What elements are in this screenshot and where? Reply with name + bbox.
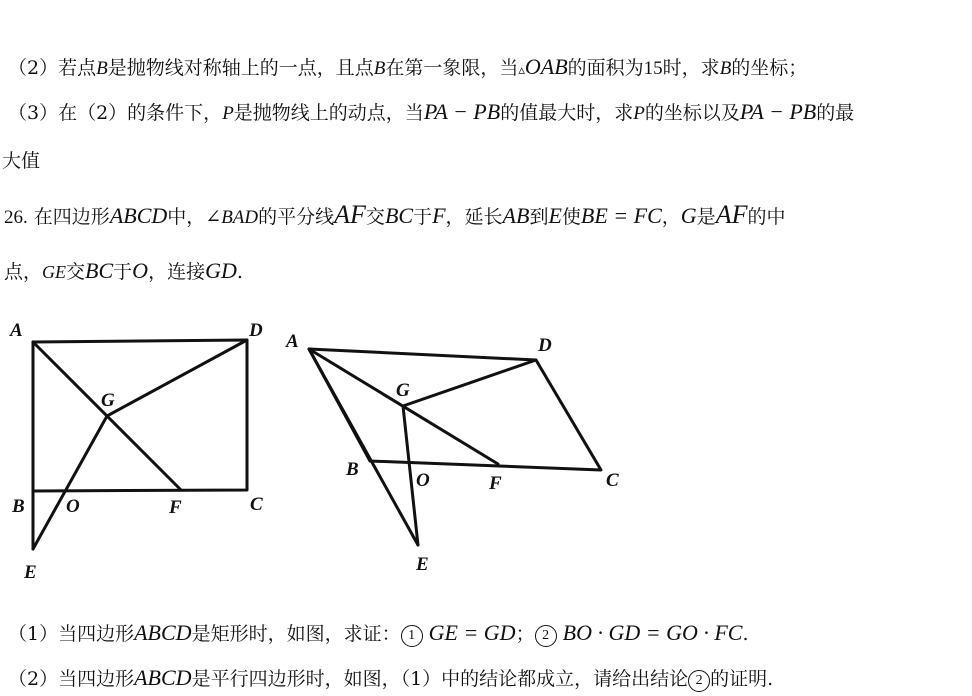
math-var: B <box>96 58 108 79</box>
math-var: BC <box>85 258 114 283</box>
math-var: F <box>432 203 446 228</box>
segment-ge <box>33 416 107 549</box>
label-f: F <box>489 473 502 494</box>
label-e: E <box>416 554 429 575</box>
math-var: GE <box>42 262 67 282</box>
math-var: ABCD <box>134 620 192 645</box>
label-b: B <box>12 496 25 517</box>
math-expr: BO · GD = GO · FC <box>562 620 743 645</box>
q26-sub1: （1）当四边形ABCD是矩形时，如图，求证： 1 GE = GD； 2 BO · GD = GO · FC. <box>8 620 749 645</box>
q25-part2: （2）若点B是抛物线对称轴上的一点，且点B在第一象限，当▵OAB的面积为15时，求B的坐标； <box>8 54 808 79</box>
question-number: 26. <box>4 207 28 228</box>
segment-ae <box>309 349 418 545</box>
part-number: （2） <box>8 57 59 79</box>
math-var: OAB <box>524 54 568 79</box>
label-d: D <box>538 335 552 356</box>
math-var: ABCD <box>109 203 168 228</box>
label-g: G <box>396 380 410 401</box>
figure-rectangle <box>33 340 247 549</box>
triangle-symbol: ▵ <box>518 63 525 78</box>
math-var: O <box>132 258 149 283</box>
segment-gd <box>107 340 247 416</box>
math-var: GD <box>205 258 237 283</box>
label-b: B <box>346 459 359 480</box>
label-a: A <box>10 320 23 341</box>
math-expr: PA − PB <box>739 99 817 124</box>
math-expr: PA − PB <box>423 99 501 124</box>
label-e: E <box>24 562 37 583</box>
segment-gd <box>403 360 536 406</box>
math-var: AF <box>715 200 748 229</box>
q25-part3: （3）在（2）的条件下，P是抛物线上的动点，当PA − PB的值最大时，求P的坐标以及PA − PB的最 <box>8 99 855 124</box>
math-var: E <box>548 203 562 228</box>
label-o: O <box>66 496 80 517</box>
rectangle-abcd <box>33 340 247 491</box>
part-number: （3） <box>8 102 59 124</box>
parallelogram-abcd <box>309 349 601 470</box>
figure1-labels <box>9 320 263 583</box>
q26-sub2: （2）当四边形ABCD是平行四边形时，如图，（1）中的结论都成立，请给出结论 2 的证明. <box>8 665 774 690</box>
label-f: F <box>169 497 182 518</box>
q26-stem-line1: 26. 在四边形ABCD中，∠BAD的平分线AF交BC于F，延长AB到E使BE = FC，G是AF的中 <box>4 200 786 229</box>
math-expr: GE = GD <box>428 620 516 645</box>
math-var: G <box>680 203 697 228</box>
q25-part3-continuation: 大值 <box>2 150 41 172</box>
label-c: C <box>250 494 263 515</box>
label-a: A <box>286 331 299 352</box>
figure2-labels <box>285 331 619 575</box>
circled-number: 1 <box>401 625 423 647</box>
math-var: P <box>633 103 645 124</box>
q26-stem-line2: 点，GE交BC于O，连接GD. <box>4 258 243 283</box>
circled-number: 2 <box>535 625 557 647</box>
part-number: （1） <box>8 623 59 645</box>
math-var: B <box>719 58 732 79</box>
part-number: （2） <box>8 668 59 690</box>
math-var: AF <box>334 200 366 229</box>
math-var: BC <box>384 203 414 228</box>
math-expr: BE = FC <box>580 203 662 228</box>
math-var: ABCD <box>134 665 192 690</box>
label-d: D <box>249 320 263 341</box>
label-g: G <box>101 390 115 411</box>
math-var: AB <box>502 203 530 228</box>
math-angle: ∠BAD <box>205 207 259 228</box>
label-o: O <box>416 470 430 491</box>
figure-parallelogram <box>309 349 601 545</box>
label-c: C <box>606 470 619 491</box>
math-var: B <box>373 58 386 79</box>
math-var: P <box>222 103 234 124</box>
circled-number: 2 <box>688 670 710 692</box>
